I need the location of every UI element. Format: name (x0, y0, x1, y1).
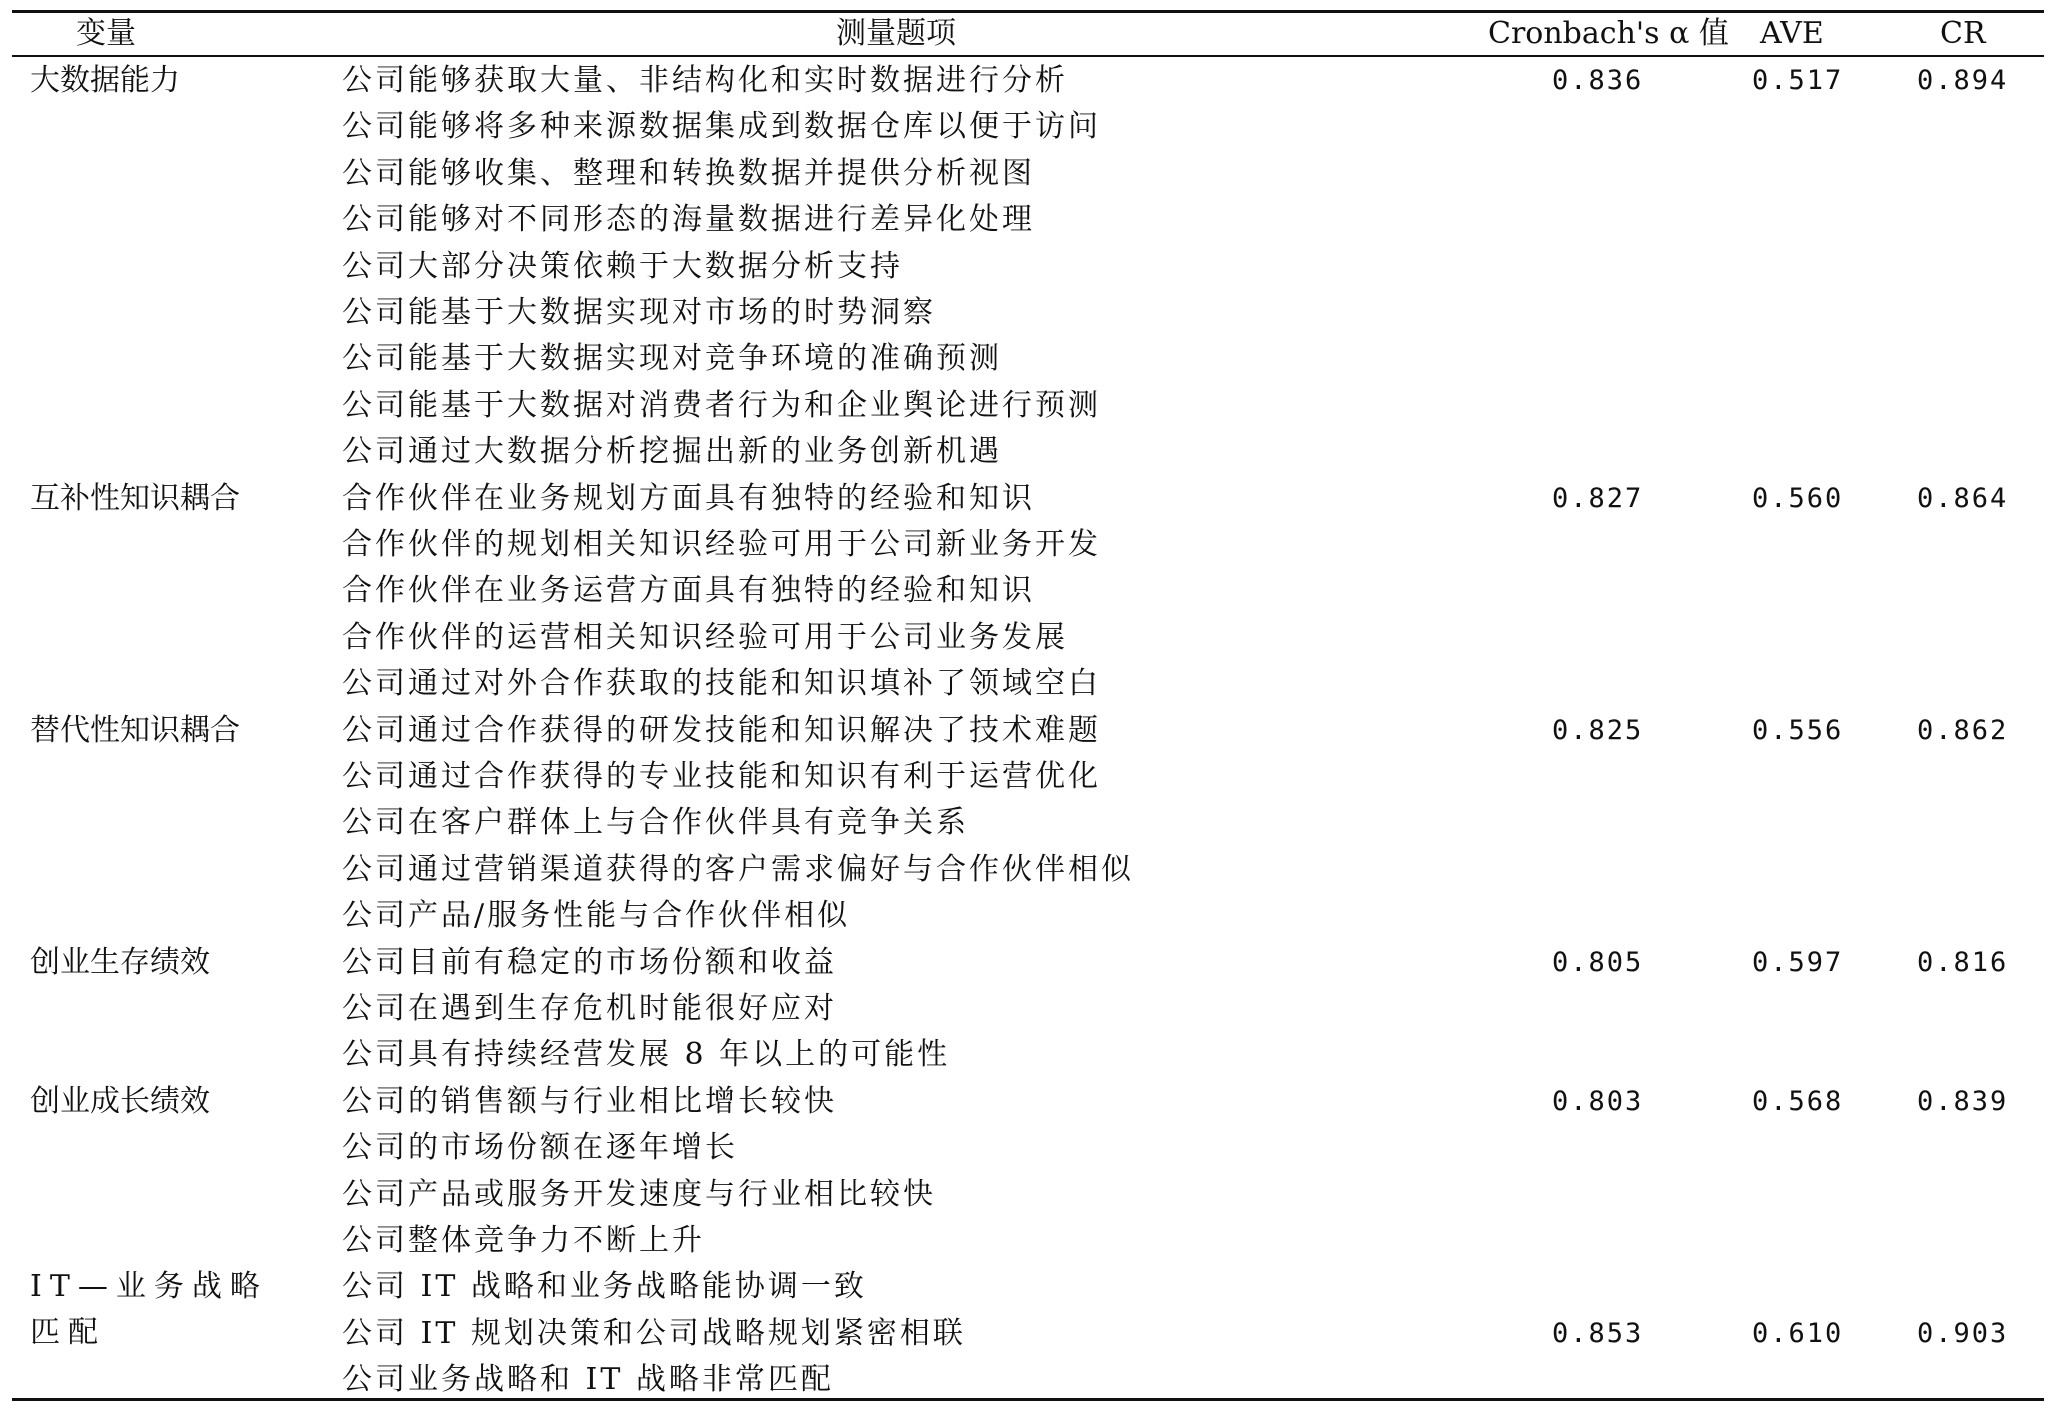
measurement-item: 合作伙伴的运营相关知识经验可用于公司业务发展 (342, 619, 1068, 655)
ave-value: 0.610 (1752, 1317, 1844, 1349)
cr-value: 0.816 (1917, 946, 2009, 978)
measurement-item: 公司能够获取大量、非结构化和实时数据进行分析 (342, 63, 1068, 98)
header-items: 测量题项 (836, 16, 956, 51)
measurement-item: 公司的销售额与行业相比增长较快 (342, 1083, 837, 1119)
measurement-item: 公司在遇到生存危机时能很好应对 (342, 991, 837, 1026)
ave-value: 0.560 (1752, 482, 1844, 514)
measurement-item: 公司能够对不同形态的海量数据进行差异化处理 (342, 202, 1035, 238)
header-ave: AVE (1760, 16, 1824, 51)
variable-name: 替代性知识耦合 (30, 712, 240, 748)
measurement-item: 公司目前有稳定的市场份额和收益 (342, 944, 837, 980)
measurement-item: 公司产品或服务开发速度与行业相比较快 (342, 1176, 936, 1212)
variable-name: IT—业务战略匹配 (30, 1269, 268, 1351)
variable-name: 创业生存绩效 (30, 944, 210, 980)
measurement-item: 合作伙伴的规划相关知识经验可用于公司新业务开发 (342, 527, 1101, 562)
measurement-item: 公司大部分决策依赖于大数据分析支持 (342, 248, 903, 284)
ave-value: 0.517 (1752, 65, 1844, 96)
alpha-value: 0.825 (1552, 714, 1644, 746)
ave-value: 0.597 (1752, 946, 1844, 978)
alpha-value: 0.803 (1552, 1085, 1644, 1117)
variable-name: 创业成长绩效 (30, 1083, 210, 1119)
header-alpha: Cronbach's α 值 (1488, 16, 1729, 51)
ave-value: 0.568 (1752, 1085, 1844, 1117)
measurement-item: 公司的市场份额在逐年增长 (342, 1130, 738, 1166)
measurement-item: 公司通过合作获得的专业技能和知识有利于运营优化 (342, 759, 1101, 794)
alpha-value: 0.805 (1552, 946, 1644, 978)
table-top-rule (12, 10, 2044, 13)
table-bottom-rule (12, 1398, 2044, 1401)
measurement-item: 公司整体竞争力不断上升 (342, 1223, 705, 1258)
measurement-item: 公司业务战略和 IT 战略非常匹配 (342, 1362, 834, 1398)
variable-name: 互补性知识耦合 (30, 480, 240, 516)
header-cr: CR (1940, 16, 1986, 51)
cr-value: 0.903 (1917, 1317, 2009, 1349)
measurement-item: 公司通过对外合作获取的技能和知识填补了领域空白 (342, 666, 1101, 702)
measurement-item: 公司能够将多种来源数据集成到数据仓库以便于访问 (342, 109, 1101, 145)
cr-value: 0.864 (1917, 482, 2009, 514)
measurement-item: 公司通过合作获得的研发技能和知识解决了技术难题 (342, 712, 1101, 748)
measurement-item: 合作伙伴在业务规划方面具有独特的经验和知识 (342, 480, 1035, 516)
alpha-value: 0.827 (1552, 482, 1644, 514)
ave-value: 0.556 (1752, 714, 1844, 746)
measurement-item: 公司能基于大数据实现对竞争环境的准确预测 (342, 341, 1002, 377)
table-header-rule (12, 55, 2044, 57)
measurement-item: 公司能基于大数据对消费者行为和企业舆论进行预测 (342, 387, 1101, 423)
measurement-item: 公司通过大数据分析挖掘出新的业务创新机遇 (342, 434, 1002, 470)
measurement-item: 公司 IT 规划决策和公司战略规划紧密相联 (342, 1315, 966, 1351)
alpha-value: 0.853 (1552, 1317, 1644, 1349)
measurement-item: 公司产品/服务性能与合作伙伴相似 (342, 898, 851, 934)
cr-value: 0.862 (1917, 714, 2009, 746)
measurement-item: 公司通过营销渠道获得的客户需求偏好与合作伙伴相似 (342, 851, 1134, 887)
cr-value: 0.839 (1917, 1085, 2009, 1117)
measurement-item: 公司 IT 战略和业务战略能协调一致 (342, 1269, 867, 1305)
measurement-item: 公司在客户群体上与合作伙伴具有竞争关系 (342, 805, 969, 841)
cr-value: 0.894 (1917, 65, 2009, 96)
measurement-item: 公司能够收集、整理和转换数据并提供分析视图 (342, 155, 1035, 191)
header-variable: 变量 (76, 16, 136, 51)
variable-name: 大数据能力 (30, 63, 180, 98)
alpha-value: 0.836 (1552, 65, 1644, 96)
measurement-item: 公司能基于大数据实现对市场的时势洞察 (342, 295, 936, 330)
measurement-item: 公司具有持续经营发展 8 年以上的可能性 (342, 1037, 951, 1073)
measurement-item: 合作伙伴在业务运营方面具有独特的经验和知识 (342, 573, 1035, 609)
